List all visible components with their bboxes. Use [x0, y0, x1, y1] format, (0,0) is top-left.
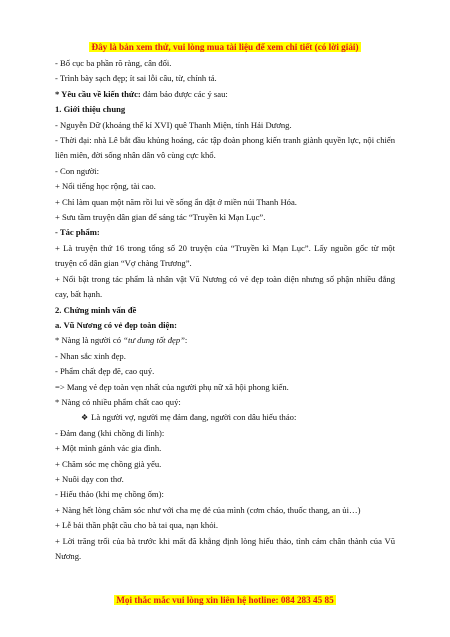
subsection-heading: - Tác phẩm: — [55, 227, 100, 238]
quote-text: “tư dung tốt đẹp” — [121, 335, 185, 346]
section-heading: 1. Giới thiệu chung — [55, 104, 126, 115]
text-line: + Nổi tiếng học rộng, tài cao. — [55, 181, 156, 192]
diamond-bullet-icon: ❖ — [81, 413, 89, 423]
text-line: => Mang vẻ đẹp toàn vẹn nhất của người phụ nữ xã hội phong kiến. — [55, 381, 289, 392]
text-span: : — [184, 335, 188, 346]
text-line: + Nàng hết lòng chăm sóc như với cha mẹ đẻ của mình (cơm cháo, thuốc thang, an ủi…) — [55, 504, 361, 515]
requirement-line — [55, 87, 395, 102]
subsection-heading: a. Vũ Nương có vẻ đẹp toàn diện: — [55, 319, 177, 330]
hotline-banner — [0, 595, 450, 605]
text-line: - Bố cục ba phần rõ ràng, cân đối. — [55, 58, 172, 68]
text-paragraph: + Là truyện thứ 16 trong tổng số 20 truyện của “Truyền kì Mạn Lục”. Lấy nguồn gốc từ một truyện cổ dân gian “Vợ chàng Trương”. — [55, 242, 395, 269]
preview-banner — [0, 42, 450, 52]
bullet-text: Là người vợ, người mẹ đảm đang, người con dâu hiếu thảo: — [91, 412, 297, 423]
text-line: + Chỉ làm quan một năm rồi lui về sống ẩn dật ở miền núi Thanh Hóa. — [55, 196, 297, 207]
text-line: * Nàng có nhiều phẩm chất cao quý: — [55, 396, 181, 407]
document-body — [55, 56, 395, 564]
text-line: + Một mình gánh vác gia đình. — [55, 443, 162, 454]
section-heading: 2. Chứng minh vấn đề — [55, 304, 137, 315]
text-line: - Đảm đang (khi chồng đi lính): — [55, 427, 165, 438]
text-line — [55, 333, 395, 348]
text-paragraph: + Nổi bật trong tác phẩm là nhân vật Vũ Nương có vẻ đẹp toàn diện nhưng số phận nhiều đắng cay, bất hạnh. — [55, 273, 395, 300]
text-span: * Nàng là người có — [55, 335, 122, 346]
text-paragraph: + Lời trăng trối của bà trước khi mất đã khẳng định lòng hiếu thảo, tình cảm chân thành của Vũ Nương. — [55, 535, 395, 561]
preview-banner-text: Đây là bản xem thử, vui lòng mua tài liệu để xem chi tiết (có lời giải) — [91, 42, 359, 52]
text-line: - Con người: — [55, 165, 100, 176]
text-line: - Trình bày sạch đẹp; ít sai lỗi câu, từ, chính tả. — [55, 73, 217, 84]
text-line: + Sưu tầm truyện dân gian để sáng tác “Truyền kì Mạn Lục”. — [55, 212, 266, 223]
requirement-text: đảm bảo được các ý sau: — [140, 88, 228, 99]
requirement-label: * Yêu cầu về kiến thức: — [55, 88, 141, 99]
bullet-line — [55, 410, 395, 425]
text-line: - Nhan sắc xinh đẹp. — [55, 350, 126, 361]
text-paragraph: - Thời đại: nhà Lê bắt đầu khủng hoảng, các tập đoàn phong kiến tranh giành quyền lực, nội chiến liên miên, đời sống nhân dân vô cùng cực khổ. — [55, 135, 395, 161]
text-line: + Chăm sóc mẹ chồng già yếu. — [55, 458, 162, 469]
hotline-banner-text: Mọi thắc mắc vui lòng xin liên hệ hotline: 084 283 45 85 — [116, 595, 334, 605]
text-line: - Nguyễn Dữ (khoảng thế kỉ XVI) quê Thanh Miện, tỉnh Hải Dương. — [55, 119, 292, 130]
text-line: - Phẩm chất đẹp đẽ, cao quý. — [55, 366, 155, 377]
text-line: - Hiếu thảo (khi mẹ chồng ốm): — [55, 489, 164, 500]
text-line: + Lễ bái thần phật cầu cho bà tai qua, nạn khỏi. — [55, 520, 219, 531]
text-line: + Nuôi dạy con thơ. — [55, 473, 124, 484]
